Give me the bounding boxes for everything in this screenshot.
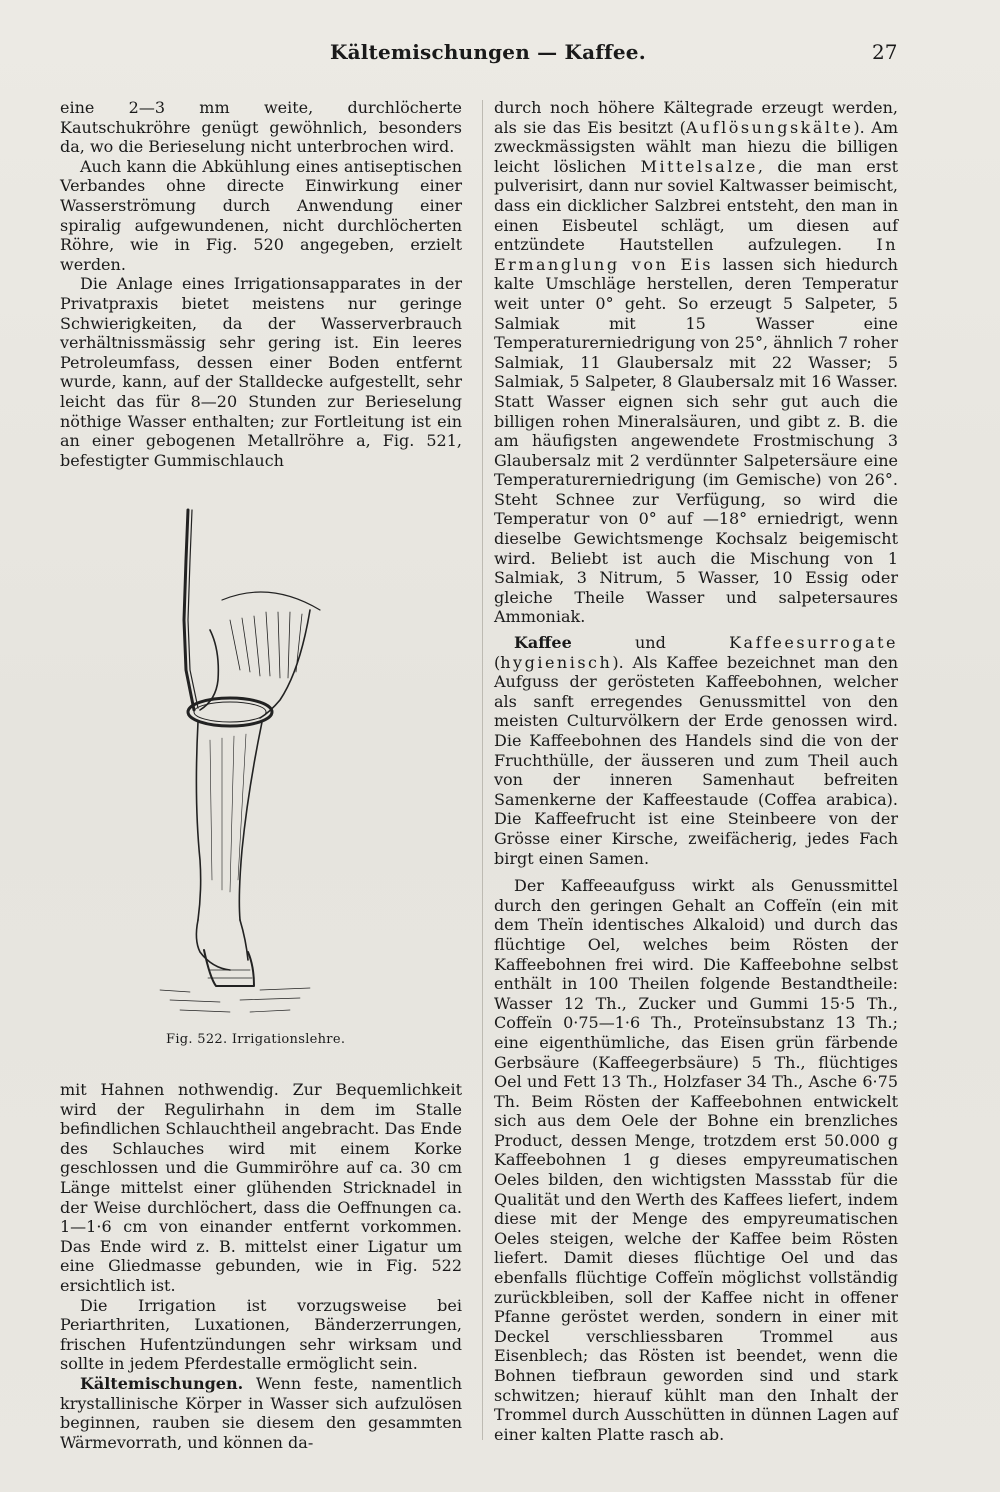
left-column-top — [60, 98, 462, 470]
text-run: , die man erst pulverisirt, dann nur soviel Kaltwasser beimischt, dass ein dicklicher Salzbrei entsteht, den man in einen Eisbeutel schlägt, um diesen auf entzündete Hautstellen aufzulegen. — [494, 156, 899, 255]
right-column — [494, 98, 898, 1444]
section-heading: Kaffee — [514, 633, 572, 653]
section-heading: Kältemischungen. — [80, 1373, 244, 1393]
running-header — [0, 40, 1000, 80]
paragraph — [494, 633, 898, 868]
spaced-term: hygienisch — [500, 652, 613, 672]
paragraph: Die Irrigation ist vorzugsweise bei Periarthriten, Luxationen, Bänderzerrungen, frischen Hufentzündungen sehr wirksam und sollte in jedem Pferdestalle ermöglicht sein. — [60, 1295, 462, 1374]
spaced-term: Mittelsalze — [640, 156, 758, 176]
left-column-bottom — [60, 1080, 462, 1452]
paragraph: Die Anlage eines Irrigationsapparates in der Privatpraxis bietet meistens nur geringe Schwierigkeiten, da der Wasserverbrauch verhältnissmässig sehr gering ist. Ein leeres Petroleumfass, dessen einer Boden entfernt wurde, kann, auf der Stalldecke aufgestellt, sehr leicht das für 8—20 Stunden zur Berieselung nöthige Wasser enthalten; zur Fortleitung ist ein an einer gebogenen Metallröhre a, Fig. 521, befestigter Gummischlauch — [60, 274, 462, 470]
text-run: ). Als Kaffee bezeichnet man den Aufguss der gerösteten Kaffeebohnen, welcher als sanft erregendes Genussmittel von den meisten Culturvölkern der Erde genossen wird. Die Kaffeebohnen des Handels sind die von der Fruchthülle, der äusseren und zum Theil auch von der inneren Samenhaut befreiten Samenkerne der Kaffeestaude (Coffea arabica). Die Kaffeefrucht ist eine Steinbeere von der Grösse einer Kirsche, zweifächerig, jedes Fach birgt einen Samen. — [494, 652, 898, 868]
text-run: und — [571, 633, 730, 653]
spaced-term: In Ermanglung von Eis — [494, 235, 898, 274]
paragraph — [60, 1374, 462, 1452]
paragraph: mit Hahnen nothwendig. Zur Bequemlichkeit wird der Regulirhahn in dem im Stalle befindlichen Schlauchtheil angebracht. Das Ende des Schlauches wird mit einem Korke geschlossen und die Gummiröhre auf ca. 30 cm Länge mittelst einer glühenden Stricknadel in der Weise durchlöchert, dass die Oeffnungen ca. 1—1·6 cm von einander entfernt vorkommen. Das Ende wird z. B. mittelst einer Ligatur um eine Gliedmasse gebunden, wie in Fig. 522 ersichtlich ist. — [60, 1080, 462, 1295]
page-number: 27 — [872, 40, 898, 64]
text-run: Wenn feste, namentlich krystallinische Körper in Wasser sich aufzulösen beginnen, rauben sie diesem den gesammten Wärmevorrath, und können da- — [60, 1373, 462, 1452]
paragraph: eine 2—3 mm weite, durchlöcherte Kautschukröhre genügt gewöhnlich, besonders da, wo die Berieselung nicht unterbrochen wird. — [60, 98, 462, 157]
paragraph: Auch kann die Abkühlung eines antiseptischen Verbandes ohne directe Einwirkung einer Wasserströmung durch Anwendung einer spiralig aufgewundenen, nicht durchlöcherten Röhre, wie in Fig. 520 angegeben, erzielt werden. — [60, 156, 462, 274]
text-run: ). Am zweckmässigsten wählt man hiezu die billigen leicht löslichen — [494, 117, 898, 176]
horse-leg-illustration — [150, 500, 400, 1030]
figure-caption: Fig. 522. Irrigationslehre. — [166, 1032, 346, 1047]
text-run: ( — [494, 652, 501, 672]
text-run: durch noch höhere Kältegrade erzeugt werden, als sie das Eis besitzt ( — [494, 98, 898, 137]
figure-horse-leg-irrigation — [150, 500, 400, 1030]
spaced-term: Kaffeesurrogate — [729, 633, 898, 653]
paragraph — [494, 98, 898, 627]
column-divider — [482, 100, 483, 1440]
running-title: Kältemischungen — Kaffee. — [330, 40, 646, 64]
text-run: lassen sich hiedurch kalte Umschläge herstellen, deren Temperatur weit unter 0° geht. So erzeugt 5 Salpeter, 5 Salmiak mit 15 Wasser eine Temperaturerniedrigung von 25°, ähnlich 7 roher Salmiak, 11 Glaubersalz mit 22 Wasser; 5 Salmiak, 5 Salpeter, 8 Glaubersalz mit 16 Wasser. Statt Wasser eignen sich sehr gut auch die billigen rohen Mineralsäuren, und gibt z. B. die am häufigsten angewendete Frostmischung 3 Glaubersalz mit 2 verdünnter Salpetersäure eine Temperaturerniedrigung (im Gemische) von 26°. Steht Schnee zur Verfügung, so wird die Temperatur von 0° auf —18° erniedrigt, wenn dieselbe Gewichtsmenge Kochsalz beigemischt wird. Beliebt ist auch die Mischung von 1 Salmiak, 3 Nitrum, 5 Wasser, 10 Essig oder gleiche Theile Wasser und salpetersaures Ammoniak. — [494, 254, 898, 627]
paragraph: Der Kaffeeaufguss wirkt als Genussmittel durch den geringen Gehalt an Coffeïn (ein mit dem Theïn identisches Alkaloid) und durch das flüchtige Oel, welches beim Rösten der Kaffeebohnen frei wird. Die Kaffeebohne selbst enthält in 100 Theilen folgende Bestandtheile: Wasser 12 Th., Zucker und Gummi 15·5 Th., Coffeïn 0·75—1·6 Th., Proteïnsubstanz 13 Th.; eine eigenthümliche, das Eisen grün färbende Gerbsäure (Kaffeegerbsäure) 5 Th., flüchtiges Oel und Fett 13 Th., Holzfaser 34 Th., Asche 6·75 Th. Beim Rösten der Kaffeebohnen entwickelt sich aus dem Oele der Bohne ein brenzliches Product, dessen Menge, trotzdem erst 50.000 g Kaffeebohnen 1 g dieses empyreumatischen Oeles bilden, den wichtigsten Massstab für die Qualität und den Werth des Kaffees liefert, indem diese mit der Menge des empyreumatischen Oeles steigen, welche der Kaffee beim Rösten liefert. Damit dieses flüchtige Oel und das ebenfalls flüchtige Coffeïn möglichst vollständig zurückbleiben, soll der Kaffee nicht in offener Pfanne geröstet werden, sondern in einer mit Deckel verschliessbaren Trommel aus Eisenblech; das Rösten ist beendet, wenn die Bohnen tiefbraun geworden sind und stark schwitzen; hierauf kühlt man den Inhalt der Trommel durch Ausschütten in dünnen Lagen auf einer kalten Platte rasch ab. — [494, 876, 898, 1444]
spaced-term: Auflösungskälte — [685, 117, 854, 137]
